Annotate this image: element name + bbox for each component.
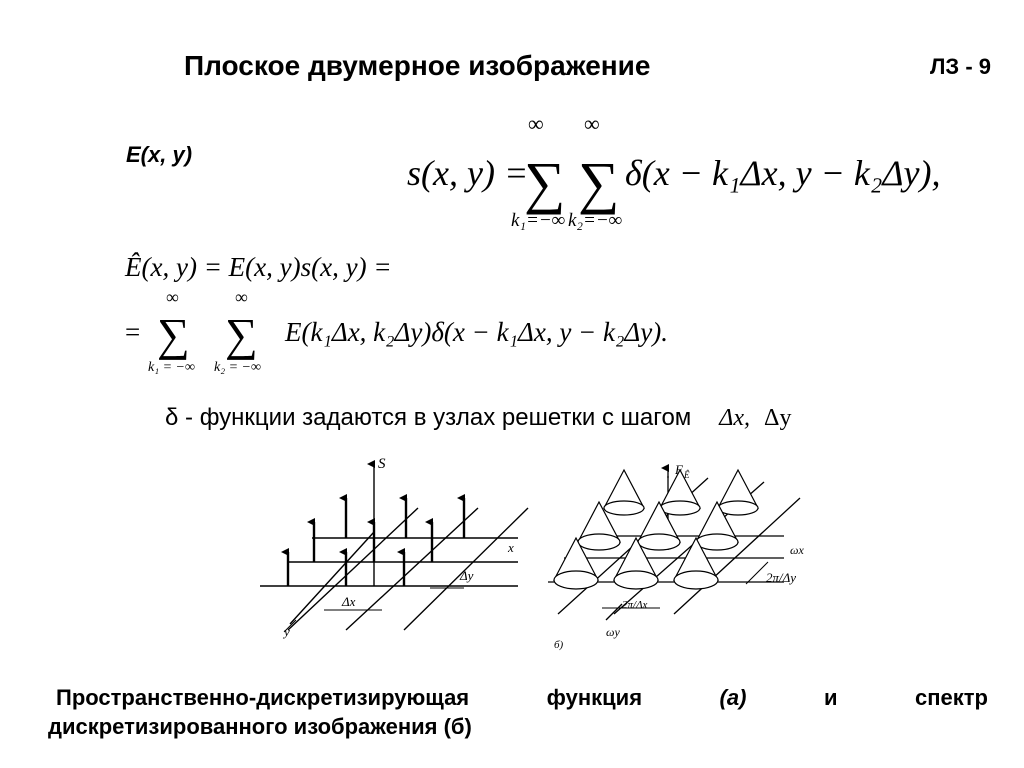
sampling-formula	[407, 111, 940, 231]
delta-step-x: Δx,	[719, 405, 751, 431]
cone-group	[554, 470, 758, 589]
sum-sign-2: ∑	[578, 150, 620, 215]
grid-line-d2	[346, 508, 478, 630]
caption-word: Пространственно-дискретизирующая	[56, 685, 470, 710]
axis-y-label: y	[284, 624, 290, 639]
sum-sign-4: ∑	[225, 309, 258, 360]
delta-note	[165, 404, 791, 432]
figure-sampling-lattice	[250, 452, 540, 664]
function-label: E(x, y)	[126, 142, 193, 167]
sampled-formula-line2	[125, 287, 668, 375]
figure-caption	[48, 683, 988, 741]
slide-title: Плоское двумерное изображение	[184, 50, 651, 81]
sum-upper-1: ∞	[528, 111, 544, 136]
sampled-formula-line1: Ê(x, y) = E(x, y)s(x, y) =	[125, 252, 392, 282]
caption-line1	[48, 683, 988, 712]
spec-axis-wy-arrow	[606, 604, 622, 620]
grid-line-d1	[288, 508, 418, 630]
period-x-label: 2π/Δx	[622, 599, 648, 611]
delta-note-text: δ - функции задаются в узлах решетки с шагом	[165, 404, 692, 431]
dim-period-y	[746, 562, 768, 584]
caption-word: функция	[546, 685, 643, 710]
sampled-prefix: =	[125, 317, 141, 347]
slide-number: ЛЗ - 9	[930, 54, 992, 79]
step-x-label: Δx	[342, 594, 356, 609]
sum-lower-3: k₁ = −∞	[148, 360, 195, 375]
axis-wy-label: ωy	[606, 625, 620, 639]
caption-word: (а)	[719, 685, 747, 710]
sum-upper-2: ∞	[584, 111, 600, 136]
panel-b-label: б)	[554, 639, 564, 651]
impulse-group	[288, 498, 464, 586]
axis-wx-label: ωx	[790, 543, 804, 557]
sampling-body: δ(x − k₁Δx, y − k₂Δy),	[625, 153, 941, 193]
sum-lower-4: k₂ = −∞	[214, 360, 261, 375]
step-y-label: Δy	[460, 568, 474, 583]
caption-word: спектр	[914, 685, 988, 710]
axis-f-sub: Ê	[684, 470, 690, 480]
sampling-lhs: s(x, y) =	[407, 153, 529, 193]
sampled-body: E(k₁Δx, k₂Δy)δ(x − k₁Δx, y − k₂Δy).	[285, 317, 668, 347]
spectrum-cone	[604, 470, 644, 515]
figure-spectrum-cones	[540, 458, 830, 654]
sum-upper-4: ∞	[235, 287, 248, 307]
caption-word: и	[823, 685, 838, 710]
sum-lower-1: k₁=−∞	[511, 210, 566, 231]
axis-f-label: F	[675, 462, 683, 477]
caption-line2: дискретизированного изображения (б)	[48, 714, 472, 739]
axis-s-label: S	[378, 456, 386, 472]
sum-sign-3: ∑	[157, 309, 190, 360]
delta-step-y: Δy	[764, 405, 792, 431]
sum-lower-2: k₂=−∞	[568, 210, 623, 231]
sum-sign-1: ∑	[524, 150, 566, 215]
sum-upper-3: ∞	[166, 287, 179, 307]
axis-x-label: x	[508, 540, 514, 555]
period-y-label: 2π/Δy	[766, 570, 797, 585]
